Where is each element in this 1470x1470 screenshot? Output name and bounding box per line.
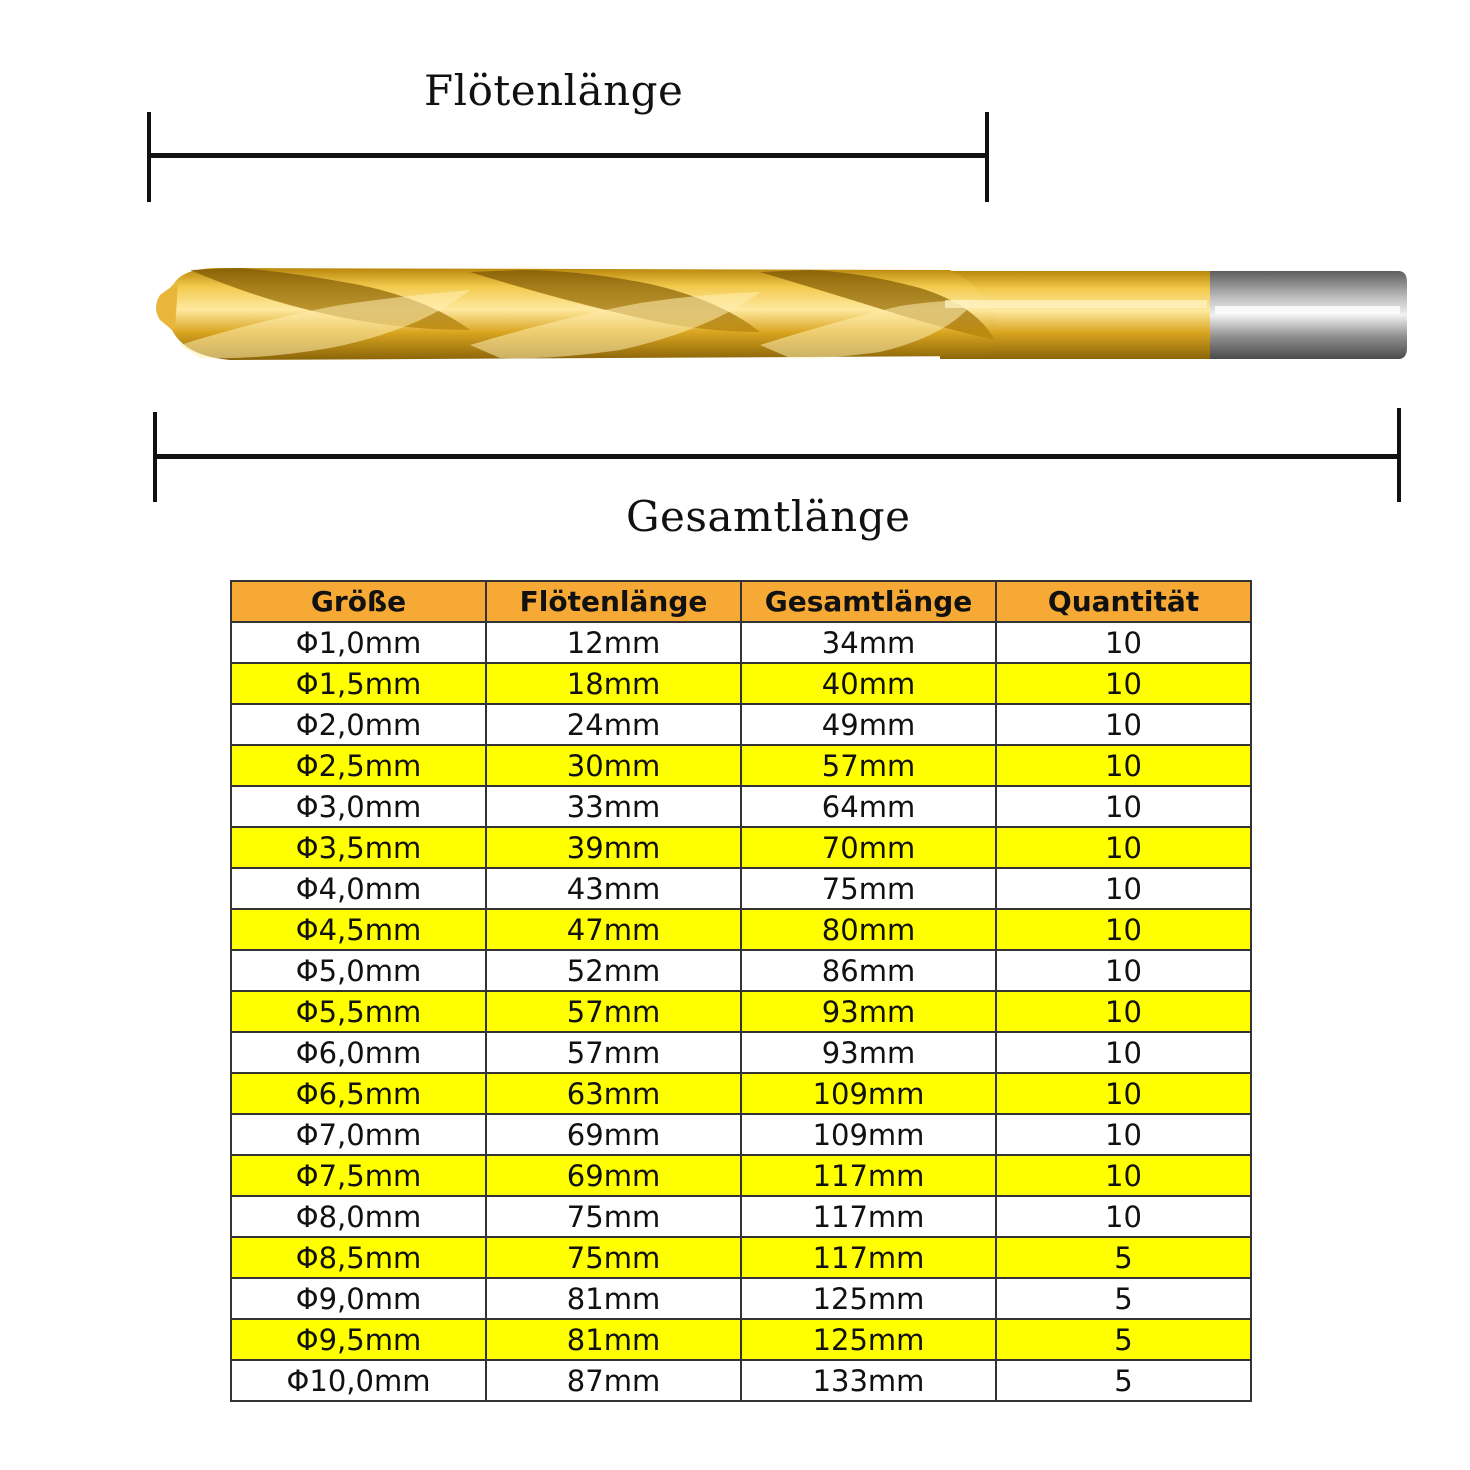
size-cell: Φ10,0mm — [231, 1360, 486, 1401]
quantity-cell: 10 — [996, 663, 1251, 704]
flute-length-cell: 47mm — [486, 909, 741, 950]
flute-length-label: Flötenlänge — [424, 66, 684, 115]
table-row — [231, 991, 1251, 1032]
spec-table — [230, 580, 1252, 1402]
quantity-cell: 5 — [996, 1278, 1251, 1319]
total-length-cell: 80mm — [741, 909, 996, 950]
quantity-cell: 10 — [996, 1155, 1251, 1196]
flute-length-cell: 81mm — [486, 1278, 741, 1319]
quantity-cell: 10 — [996, 909, 1251, 950]
flute-length-cell: 57mm — [486, 1032, 741, 1073]
total-length-cell: 117mm — [741, 1237, 996, 1278]
total-length-cell: 34mm — [741, 622, 996, 663]
size-cell: Φ2,5mm — [231, 745, 486, 786]
flute-length-cell: 81mm — [486, 1319, 741, 1360]
size-cell: Φ6,0mm — [231, 1032, 486, 1073]
flute-length-cell: 75mm — [486, 1237, 741, 1278]
table-row — [231, 1319, 1251, 1360]
flute-length-cell: 69mm — [486, 1155, 741, 1196]
column-header-total-length: Gesamtlänge — [741, 581, 996, 622]
table-row — [231, 868, 1251, 909]
table-row — [231, 1032, 1251, 1073]
size-cell: Φ7,5mm — [231, 1155, 486, 1196]
size-cell: Φ8,0mm — [231, 1196, 486, 1237]
quantity-cell: 5 — [996, 1319, 1251, 1360]
total-length-cell: 93mm — [741, 991, 996, 1032]
quantity-cell: 10 — [996, 1114, 1251, 1155]
total-length-cell: 109mm — [741, 1073, 996, 1114]
quantity-cell: 10 — [996, 786, 1251, 827]
quantity-cell: 10 — [996, 868, 1251, 909]
total-length-cell: 109mm — [741, 1114, 996, 1155]
flute-length-cell: 75mm — [486, 1196, 741, 1237]
total-length-cell: 117mm — [741, 1155, 996, 1196]
total-length-cell: 75mm — [741, 868, 996, 909]
size-cell: Φ5,0mm — [231, 950, 486, 991]
table-row — [231, 1237, 1251, 1278]
quantity-cell: 10 — [996, 704, 1251, 745]
quantity-cell: 5 — [996, 1237, 1251, 1278]
table-header-row — [231, 581, 1251, 622]
size-cell: Φ5,5mm — [231, 991, 486, 1032]
table-row — [231, 1278, 1251, 1319]
column-header-flute-length: Flötenlänge — [486, 581, 741, 622]
total-length-label: Gesamtlänge — [626, 492, 911, 541]
table-row — [231, 663, 1251, 704]
quantity-cell: 10 — [996, 745, 1251, 786]
total-length-cell: 70mm — [741, 827, 996, 868]
table-row — [231, 909, 1251, 950]
quantity-cell: 10 — [996, 1196, 1251, 1237]
total-length-cell: 93mm — [741, 1032, 996, 1073]
size-cell: Φ9,0mm — [231, 1278, 486, 1319]
quantity-cell: 10 — [996, 622, 1251, 663]
total-length-cell: 49mm — [741, 704, 996, 745]
total-length-cell: 117mm — [741, 1196, 996, 1237]
size-cell: Φ4,5mm — [231, 909, 486, 950]
column-header-size: Größe — [231, 581, 486, 622]
flute-length-cell: 69mm — [486, 1114, 741, 1155]
size-cell: Φ6,5mm — [231, 1073, 486, 1114]
size-cell: Φ2,0mm — [231, 704, 486, 745]
table-row — [231, 1155, 1251, 1196]
size-cell: Φ1,0mm — [231, 622, 486, 663]
flute-length-cell: 87mm — [486, 1360, 741, 1401]
total-length-cell: 64mm — [741, 786, 996, 827]
flute-length-cell: 39mm — [486, 827, 741, 868]
table-row — [231, 786, 1251, 827]
table-body — [231, 622, 1251, 1401]
quantity-cell: 10 — [996, 827, 1251, 868]
table-row — [231, 1360, 1251, 1401]
total-length-cell: 133mm — [741, 1360, 996, 1401]
column-header-quantity: Quantität — [996, 581, 1251, 622]
total-length-cell: 125mm — [741, 1319, 996, 1360]
flute-length-cell: 24mm — [486, 704, 741, 745]
quantity-cell: 5 — [996, 1360, 1251, 1401]
flute-length-cell: 57mm — [486, 991, 741, 1032]
quantity-cell: 10 — [996, 1032, 1251, 1073]
flute-length-cell: 33mm — [486, 786, 741, 827]
table-row — [231, 1073, 1251, 1114]
table-row — [231, 622, 1251, 663]
table-row — [231, 1196, 1251, 1237]
table-row — [231, 745, 1251, 786]
total-length-cell: 57mm — [741, 745, 996, 786]
table-row — [231, 827, 1251, 868]
total-length-cell: 40mm — [741, 663, 996, 704]
quantity-cell: 10 — [996, 991, 1251, 1032]
drill-bit-illustration — [0, 0, 1470, 420]
quantity-cell: 10 — [996, 950, 1251, 991]
flute-length-cell: 63mm — [486, 1073, 741, 1114]
size-cell: Φ7,0mm — [231, 1114, 486, 1155]
total-length-cell: 86mm — [741, 950, 996, 991]
flute-length-cell: 12mm — [486, 622, 741, 663]
size-cell: Φ8,5mm — [231, 1237, 486, 1278]
flute-length-cell: 30mm — [486, 745, 741, 786]
flute-length-cell: 43mm — [486, 868, 741, 909]
size-cell: Φ4,0mm — [231, 868, 486, 909]
size-cell: Φ9,5mm — [231, 1319, 486, 1360]
quantity-cell: 10 — [996, 1073, 1251, 1114]
total-length-cell: 125mm — [741, 1278, 996, 1319]
flute-length-cell: 18mm — [486, 663, 741, 704]
flute-length-cell: 52mm — [486, 950, 741, 991]
size-cell: Φ3,5mm — [231, 827, 486, 868]
table-row — [231, 950, 1251, 991]
size-cell: Φ1,5mm — [231, 663, 486, 704]
size-cell: Φ3,0mm — [231, 786, 486, 827]
table-row — [231, 1114, 1251, 1155]
table-row — [231, 704, 1251, 745]
